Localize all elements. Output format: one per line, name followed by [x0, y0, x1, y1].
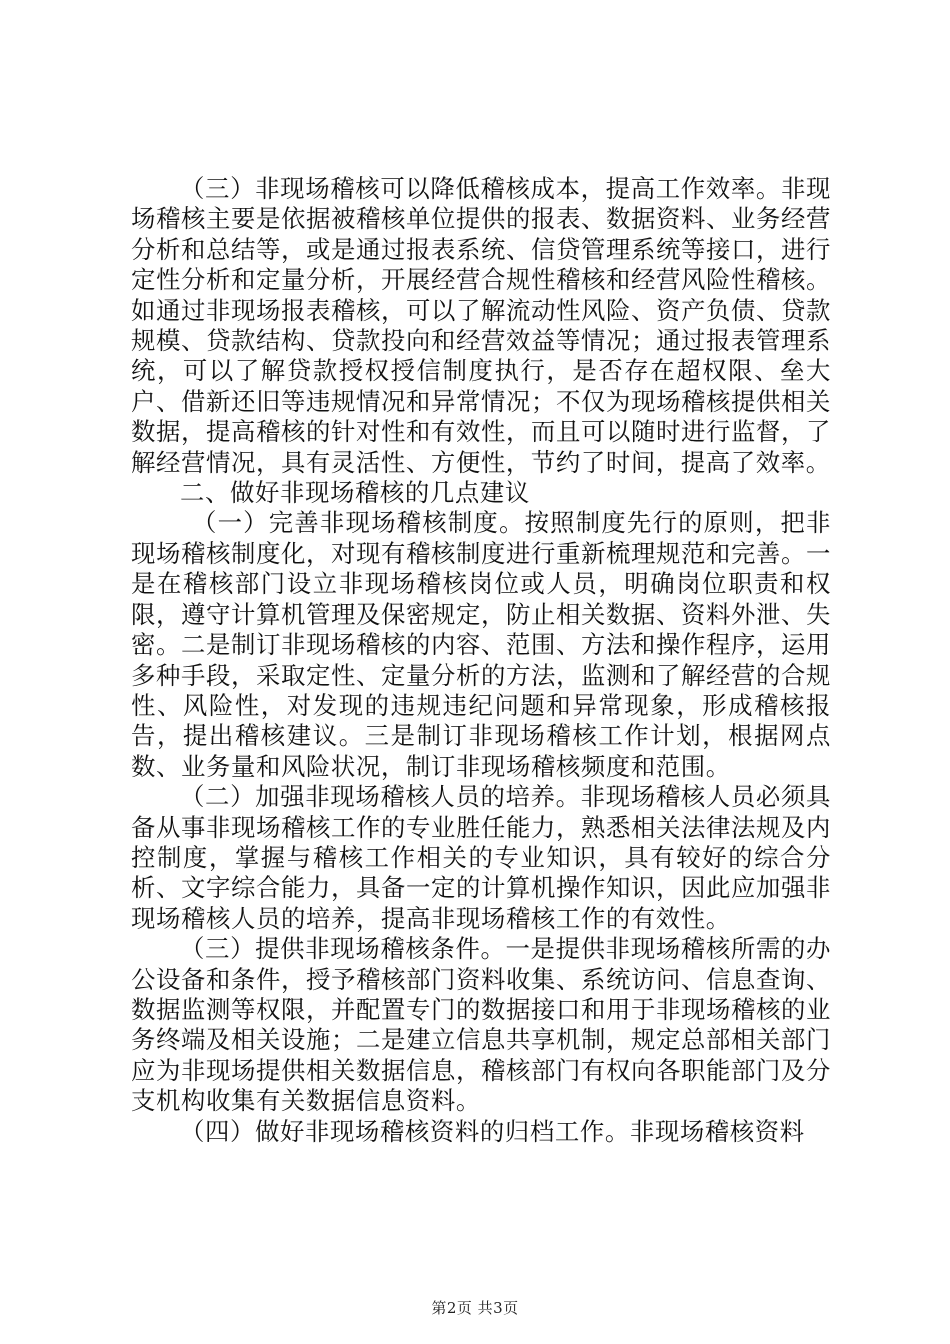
paragraph-efficiency: （三）非现场稽核可以降低稽核成本，提高工作效率。非现场稽核主要是依据被稽核单位提供的报表、数据资料、业务经营分析和总结等，或是通过报表系统、信贷管理系统等接口，进行定性分析和定量分析，开展经营合规性稽核和经营风险性稽核。如通过非现场报表稽核，可以了解流动性风险、资产负债、贷款规模、贷款结构、贷款投向和经营效益等情况；通过报表管理系统，可以了解贷款授权授信制度执行，是否存在超权限、垒大户、借新还旧等违规情况和异常情况；不仅为现场稽核提供相关数据，提高稽核的针对性和有效性，而且可以随时进行监督，了解经营情况，具有灵活性、方便性，节约了时间，提高了效率。 [131, 174, 831, 477]
paragraph-staff-training: （二）加强非现场稽核人员的培养。非现场稽核人员必须具备从事非现场稽核工作的专业胜任能力，熟悉相关法律法规及内控制度，掌握与稽核工作相关的专业知识，具有较好的综合分析、文字综合能力，具备一定的计算机操作知识，因此应加强非现场稽核人员的培养，提高非现场稽核工作的有效性。 [131, 782, 831, 933]
document-body [131, 174, 831, 1147]
section-heading-suggestions: 二、做好非现场稽核的几点建议 [180, 478, 530, 508]
paragraph-improve-system: （一）完善非现场稽核制度。按照制度先行的原则，把非现场稽核制度化，对现有稽核制度进行重新梳理规范和完善。一是在稽核部门设立非现场稽核岗位或人员，明确岗位职责和权限，遵守计算机管理及保密规定，防止相关数据、资料外泄、失密。二是制订非现场稽核的内容、范围、方法和操作程序，运用多种手段，采取定性、定量分析的方法，监测和了解经营的合规性、风险性，对发现的违规违纪问题和异常现象，形成稽核报告，提出稽核建议。三是制订非现场稽核工作计划，根据网点数、业务量和风险状况，制订非现场稽核频度和范围。 [131, 508, 831, 781]
paragraph-archiving: （四）做好非现场稽核资料的归档工作。非现场稽核资料 [180, 1116, 805, 1146]
page-footer: 第2页 共3页 [431, 1299, 519, 1317]
paragraph-provide-conditions: （三）提供非现场稽核条件。一是提供非现场稽核所需的办公设备和条件，授予稽核部门资料收集、系统访问、信息查询、数据监测等权限，并配置专门的数据接口和用于非现场稽核的业务终端及相关设施；二是建立信息共享机制，规定总部相关部门应为非现场提供相关数据信息，稽核部门有权向各职能部门及分支机构收集有关数据信息资料。 [131, 934, 831, 1116]
